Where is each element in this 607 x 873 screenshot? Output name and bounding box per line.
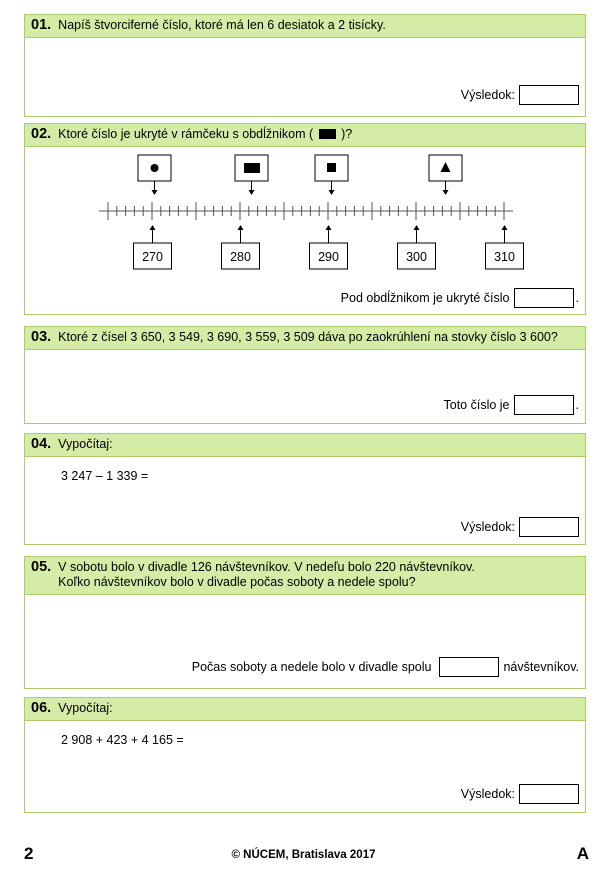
answer-box[interactable] [514,288,574,308]
number-label: 270 [142,250,163,264]
task-04 [24,433,586,545]
answer-box[interactable] [519,784,579,804]
question-line-2: Koľko návštevníkov bolo v divadle počas soboty a nedele spolu? [58,575,416,589]
answer-row [192,657,579,677]
task-number: 03. [31,329,52,345]
hidden-box-circle [138,155,171,195]
number-label: 290 [318,250,339,264]
answer-suffix: . [575,291,579,305]
task-02 [24,123,586,315]
circle-icon [151,164,159,172]
task-05-header [25,557,585,595]
task-number: 01. [31,17,52,33]
task-03 [24,326,586,424]
answer-row [461,784,579,804]
answer-label: Počas soboty a nedele bolo v divadle spolu [191,660,432,674]
task-number: 04. [31,436,52,452]
number-label-box [222,225,260,269]
answer-box[interactable] [514,395,574,415]
task-01 [24,14,586,117]
task-question [58,560,579,590]
task-02-header [25,124,585,147]
answer-label: Výsledok: [460,88,515,102]
answer-row [341,288,579,308]
number-label-box [134,225,172,269]
task-question: Vypočítaj: [58,437,113,451]
task-03-header [25,327,585,350]
task-04-header [25,434,585,457]
answer-suffix: návštevníkov. [503,660,579,674]
page-number: 2 [24,844,34,863]
hidden-box-rectangle [235,155,268,195]
number-line-diagram [25,146,585,276]
task-05 [24,556,586,689]
number-label: 310 [494,250,515,264]
answer-label: Výsledok: [460,787,515,801]
answer-row [461,517,579,537]
answer-suffix: . [575,398,579,412]
copyright-text: © NÚCEM, Bratislava 2017 [231,849,376,861]
test-variant: A [576,844,589,863]
task-06 [24,697,586,813]
answer-row [444,395,580,415]
square-icon [327,163,336,172]
hidden-box-square [315,155,348,195]
task-number: 06. [31,700,52,716]
question-text-before: Ktoré číslo je ukryté v rámčeku s obdĺžnikom ( [58,127,314,141]
task-question: Vypočítaj: [58,701,113,715]
answer-box[interactable] [439,657,499,677]
answer-label: Pod obdĺžnikom je ukryté číslo [340,291,510,305]
number-label-box [310,225,348,269]
task-question [58,127,579,142]
task-06-header [25,698,585,721]
math-expression: 3 247 – 1 339 = [61,469,149,483]
answer-box[interactable] [519,85,579,105]
answer-label: Toto číslo je [443,398,510,412]
rectangle-icon [244,163,260,173]
task-number: 05. [31,559,52,575]
task-01-header [25,15,585,38]
answer-label: Výsledok: [460,520,515,534]
answer-box[interactable] [519,517,579,537]
rectangle-icon [319,129,336,139]
math-expression: 2 908 + 423 + 4 165 = [61,733,184,747]
number-label-box [398,225,436,269]
hidden-box-triangle [429,155,462,195]
question-text-after: )? [341,127,353,141]
task-number: 02. [31,126,52,142]
task-question: Napíš štvorciferné číslo, ktoré má len 6 desiatok a 2 tisícky. [58,18,386,32]
number-label-box [486,225,524,269]
page-footer [0,844,607,866]
task-question: Ktoré z čísel 3 650, 3 549, 3 690, 3 559, 3 509 dáva po zaokrúhlení na stovky číslo 3 600? [58,330,558,344]
number-label: 280 [230,250,251,264]
number-label: 300 [406,250,427,264]
answer-row [461,85,579,105]
question-line-1: V sobotu bolo v divadle 126 návštevníkov. V nedeľu bolo 220 návštevníkov. [58,560,475,574]
